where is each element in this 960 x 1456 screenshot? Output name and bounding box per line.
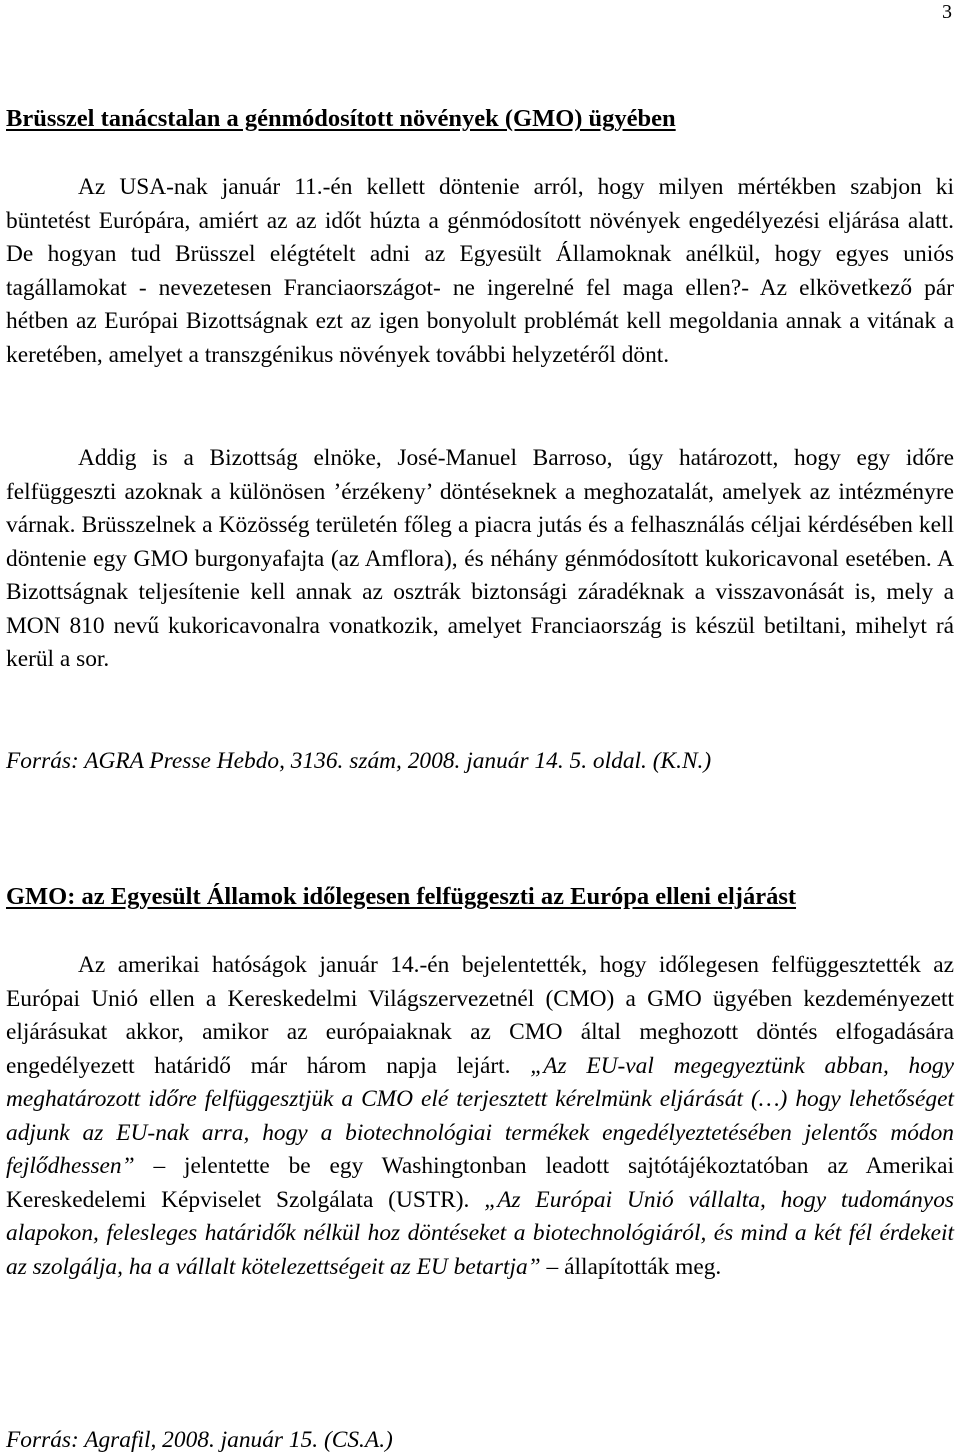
article-2-middle-text: – jelentette be egy Washingtonban leadott sajtótájékoztatóban az Amerikai Kereskedelemi Képviselet Szolgálata (USTR).	[6, 1153, 954, 1213]
article-2-quote-1: „Az EU-val megegyeztünk abban, hogy meghatározott időre felfüggesztjük a CMO elé terjesztett kérelmünk eljárását (…) hogy lehetőséget adjunk az EU-nak arra, hogy a biotechnológiai termékek engedélyeztetésében jelentős módon fejlődhessen”	[6, 1052, 955, 1179]
article-2-ending-text: – állapították meg.	[540, 1253, 722, 1280]
article-1-paragraph-2: Addig is a Bizottság elnöke, José-Manuel Barroso, úgy határozott, hogy egy időre felfüggeszti azoknak a különösen ’érzékeny’ döntéseknek a meghozatalát, amelyek az intézményre várnak. Brüsszelnek a Közösség területén főleg a piacra jutás és a felhasználás céljai kérdésében kell döntenie egy GMO burgonyafajta (az Amflora), és néhány génmódosított kukoricavonal esetében. A Bizottságnak teljesítenie kell annak az osztrák biztonsági záradéknak a visszavonását is, mely a MON 810 nevű kukoricavonalra vonatkozik, amelyet Franciaország is készül betiltani, mihelyt rá kerül a sor.	[6, 445, 954, 672]
article-1-title: Brüsszel tanácstalan a génmódosított növények (GMO) ügyében	[6, 105, 676, 132]
article-1-paragraph-1: Az USA-nak január 11.-én kellett döntenie arról, hogy milyen mértékben szabjon ki büntetést Európára, amiért az az időt húzta a génmódosított növények engedélyezési eljárása alatt. De hogyan tud Brüsszel elégtételt adni az Egyesült Államoknak anélkül, hogy egyes uniós tagállamokat - nevezetesen Franciaországot- ne ingerelné fel maga ellen?- Az elkövetkező pár hétben az Európai Bizottságnak ezt az igen bonyolult problémát kell megoldania annak a vitának a keretében, amelyet a transzgénikus növények további helyzetéről dönt.	[6, 174, 954, 368]
article-2-quote-2: „Az Európai Unió vállalta, hogy tudományos alapokon, felesleges határidők nélkül hoz döntéseket a biotechnológiáról, és mind a két fél érdekeit az szolgálja, ha a vállalt kötelezettségeit az EU betartja”	[6, 1186, 954, 1280]
page-number: 3	[942, 1, 952, 23]
article-1-source: Forrás: AGRA Presse Hebdo, 3136. szám, 2008. január 14. 5. oldal. (K.N.)	[6, 748, 712, 774]
article-2-paragraph	[6, 949, 954, 1284]
article-2-source: Forrás: Agrafil, 2008. január 15. (CS.A.)	[6, 1427, 393, 1453]
article-2-lead-text: Az amerikai hatóságok január 14.-én bejelentették, hogy időlegesen felfüggesztették az Európai Unió ellen a Kereskedelmi Világszervezetnél (CMO) a GMO ügyében kezdeményezett eljárásukat akkor, amikor az európaiaknak az CMO által meghozott döntés elfogadására engedélyezett határidő már három napja lejárt.	[6, 952, 954, 1079]
article-2-title: GMO: az Egyesült Államok időlegesen felfüggeszti az Európa elleni eljárást	[6, 883, 797, 910]
